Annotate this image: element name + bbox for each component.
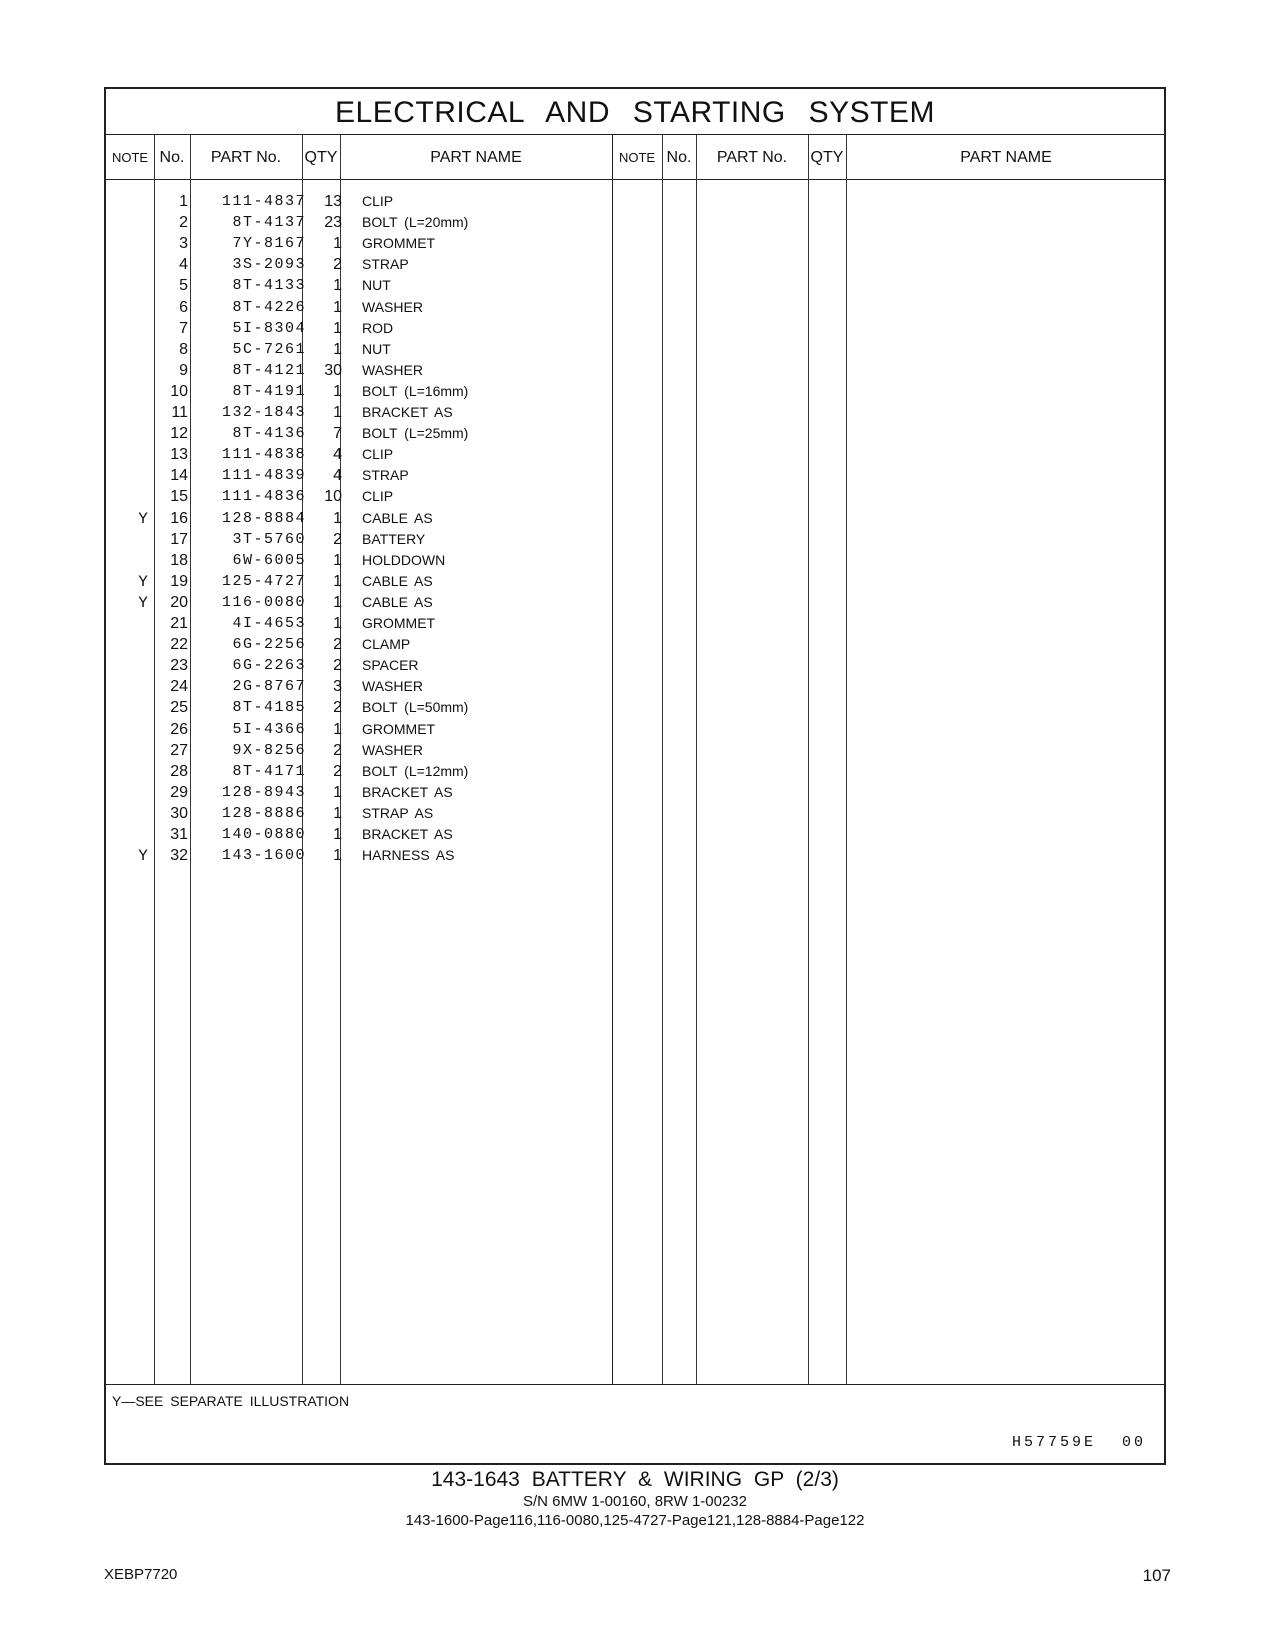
illustration-code: H57759E 00 (1011, 1434, 1146, 1451)
row-note (136, 550, 150, 572)
table-row (106, 782, 1164, 804)
row-part-number: 111-4838 (221, 446, 306, 464)
row-part-name: SPACER (362, 657, 419, 674)
row-quantity: 7 (333, 425, 342, 443)
row-part-number: 111-4837 (221, 193, 306, 210)
row-part-name: WASHER (362, 298, 423, 315)
row-part-number: 116-0080 (221, 593, 306, 611)
row-part-name: CLIP (362, 446, 394, 463)
row-number: 16 (170, 509, 188, 527)
row-number: 26 (170, 720, 188, 738)
header-no-right: No. (666, 149, 692, 166)
row-quantity: 1 (333, 847, 342, 865)
row-part-name: CLIP (362, 193, 394, 209)
row-part-number: 6W-6005 (232, 551, 306, 569)
row-quantity: 1 (333, 340, 342, 358)
table-row (106, 719, 1164, 741)
row-quantity: 1 (333, 319, 342, 337)
row-note (136, 782, 150, 804)
table-row (106, 824, 1164, 846)
row-part-number: 128-8943 (221, 783, 306, 801)
row-number: 20 (170, 593, 188, 611)
row-part-name: BRACKET AS (362, 404, 453, 420)
row-quantity: 1 (333, 615, 342, 632)
row-number: 12 (170, 425, 188, 443)
row-quantity: 1 (333, 593, 342, 611)
row-number: 25 (170, 699, 188, 717)
row-note (136, 360, 150, 382)
table-row (106, 275, 1164, 297)
row-number: 15 (170, 488, 188, 506)
row-part-name: WASHER (362, 678, 423, 695)
row-note: Y (138, 847, 148, 866)
row-part-name: BOLT (L=20mm) (362, 214, 469, 231)
row-quantity: 1 (333, 382, 342, 400)
table-row (106, 592, 1164, 614)
row-part-number: 8T-4226 (232, 298, 306, 316)
header-qty: QTY (304, 149, 338, 166)
row-quantity: 10 (324, 488, 342, 506)
header-note: NOTE (111, 150, 149, 165)
row-quantity: 13 (324, 193, 342, 210)
row-part-number: 111-4836 (221, 488, 306, 506)
row-part-number: 8T-4171 (232, 762, 306, 780)
table-row (106, 803, 1164, 825)
row-quantity: 1 (333, 720, 342, 738)
row-note (136, 803, 150, 825)
row-number: 9 (179, 361, 188, 379)
table-header (106, 135, 1164, 180)
row-part-number: 3S-2093 (232, 256, 306, 274)
row-part-number: 8T-4136 (232, 425, 306, 443)
header-part-no-right: PART No. (716, 149, 788, 166)
row-number: 4 (179, 256, 188, 274)
row-part-number: 5I-4366 (232, 720, 306, 738)
row-number: 23 (170, 657, 188, 675)
row-note (136, 529, 150, 551)
row-note (136, 465, 150, 487)
row-note (136, 212, 150, 234)
row-number: 30 (170, 804, 188, 822)
row-quantity: 1 (333, 572, 342, 590)
row-quantity: 4 (333, 446, 342, 464)
row-note (136, 423, 150, 445)
row-part-name: BOLT (L=50mm) (362, 699, 469, 716)
table-row (106, 360, 1164, 382)
row-number: 28 (170, 762, 188, 780)
row-number: 24 (170, 678, 188, 696)
row-part-number: 8T-4185 (232, 699, 306, 717)
page-number: 107 (1142, 1566, 1171, 1585)
table-row (106, 634, 1164, 656)
table-bottom-rule (106, 1384, 1164, 1385)
row-number: 14 (170, 467, 188, 485)
row-note (136, 634, 150, 656)
row-number: 7 (179, 319, 188, 337)
row-number: 31 (170, 826, 188, 843)
table-row (106, 339, 1164, 361)
row-part-name: BATTERY (362, 530, 426, 547)
row-quantity: 4 (333, 467, 342, 485)
row-number: 18 (170, 551, 188, 569)
row-note (136, 381, 150, 403)
row-part-number: 128-8884 (221, 509, 306, 527)
table-row (106, 845, 1164, 867)
row-number: 32 (170, 847, 188, 865)
table-row (106, 254, 1164, 276)
row-note (136, 402, 150, 424)
page-references: 143‑1600‑Page116,116‑0080,125‑4727‑Page121,128‑8884‑Page122 (405, 1512, 865, 1529)
row-part-name: CLIP (362, 488, 394, 505)
table-row (106, 444, 1164, 466)
document-id: XEBP7720 (104, 1566, 178, 1583)
row-part-name: STRAP (362, 256, 409, 273)
table-row (106, 529, 1164, 551)
row-part-name: BRACKET AS (362, 826, 453, 842)
row-part-number: 2G-8767 (232, 678, 306, 696)
row-number: 27 (170, 741, 188, 759)
row-quantity: 23 (324, 214, 342, 232)
row-quantity: 2 (333, 762, 342, 780)
table-row (106, 697, 1164, 719)
row-note (136, 444, 150, 466)
row-part-number: 3T-5760 (232, 530, 306, 548)
row-note: Y (138, 593, 148, 612)
header-no: No. (159, 149, 185, 166)
table-row (106, 676, 1164, 698)
row-part-number: 8T-4191 (232, 382, 306, 400)
row-quantity: 1 (333, 783, 342, 801)
row-note (136, 655, 150, 677)
row-note (136, 191, 150, 213)
row-quantity: 1 (333, 298, 342, 316)
header-note-right: NOTE (618, 150, 656, 165)
row-note (136, 339, 150, 361)
row-number: 1 (179, 193, 188, 210)
header-part-name: PART NAME (430, 149, 522, 166)
row-part-number: 9X-8256 (232, 741, 306, 759)
row-part-number: 5I-8304 (232, 319, 306, 337)
row-quantity: 2 (333, 741, 342, 759)
row-part-name: GROMMET (362, 615, 436, 631)
row-part-number: 125-4727 (221, 572, 306, 590)
section-title: ELECTRICAL AND STARTING SYSTEM (106, 89, 1164, 135)
header-part-no: PART No. (210, 149, 282, 166)
header-part-name-right: PART NAME (960, 149, 1052, 166)
row-quantity: 1 (333, 277, 342, 295)
row-part-number: 7Y-8167 (232, 235, 306, 253)
row-number: 8 (179, 340, 188, 358)
table-row (106, 740, 1164, 762)
table-row (106, 423, 1164, 445)
row-quantity: 1 (333, 235, 342, 253)
row-quantity: 2 (333, 657, 342, 675)
row-part-name: ROD (362, 319, 394, 336)
row-number: 29 (170, 783, 188, 801)
parts-table (104, 87, 1166, 1465)
row-quantity: 2 (333, 256, 342, 274)
table-row (106, 402, 1164, 424)
row-part-name: GROMMET (362, 720, 436, 737)
row-number: 2 (179, 214, 188, 232)
table-row (106, 761, 1164, 783)
row-number: 22 (170, 636, 188, 654)
row-note (136, 275, 150, 297)
serial-numbers: S/N 6MW 1‑00160, 8RW 1‑00232 (523, 1493, 747, 1510)
table-row (106, 508, 1164, 530)
row-part-name: BOLT (L=12mm) (362, 762, 469, 779)
row-note (136, 233, 150, 255)
row-note (136, 613, 150, 635)
row-part-number: 6G-2256 (232, 636, 306, 654)
row-part-name: WASHER (362, 361, 423, 378)
row-note (136, 761, 150, 783)
row-number: 5 (179, 277, 188, 295)
row-part-name: BRACKET AS (362, 783, 453, 800)
row-part-number: 143-1600 (221, 847, 306, 865)
row-part-number: 111-4839 (221, 467, 306, 485)
table-row (106, 318, 1164, 340)
table-row (106, 486, 1164, 508)
row-part-name: STRAP (362, 467, 409, 484)
row-part-name: NUT (362, 277, 391, 294)
row-number: 3 (179, 235, 188, 253)
row-part-name: CABLE AS (362, 509, 433, 526)
row-note (136, 676, 150, 698)
row-note (136, 719, 150, 741)
row-note (136, 254, 150, 276)
row-note: Y (138, 509, 148, 528)
row-quantity: 3 (333, 678, 342, 696)
row-part-name: CLAMP (362, 636, 411, 653)
footnote: Y—SEE SEPARATE ILLUSTRATION (112, 1393, 350, 1409)
row-part-number: 5C-7261 (232, 340, 306, 358)
row-part-number: 140-0880 (221, 826, 306, 843)
table-row (106, 655, 1164, 677)
table-row (106, 465, 1164, 487)
row-part-name: GROMMET (362, 235, 436, 252)
table-row (106, 212, 1164, 234)
row-part-name: HOLDDOWN (362, 551, 446, 568)
row-part-number: 128-8886 (221, 804, 306, 822)
row-number: 21 (170, 615, 188, 632)
table-row (106, 381, 1164, 403)
row-note (136, 486, 150, 508)
row-part-number: 132-1843 (221, 404, 306, 421)
row-part-name: BOLT (L=25mm) (362, 425, 469, 442)
row-part-number: 8T-4133 (232, 277, 306, 295)
row-note (136, 318, 150, 340)
row-part-number: 4I-4653 (232, 615, 306, 632)
row-part-name: HARNESS AS (362, 847, 455, 864)
row-note (136, 740, 150, 762)
group-title: 143‑1643 BATTERY & WIRING GP (2/3) (431, 1468, 839, 1491)
row-part-name: CABLE AS (362, 572, 433, 589)
row-note (136, 824, 150, 846)
row-note: Y (138, 572, 148, 591)
header-qty-right: QTY (810, 149, 844, 166)
table-row (106, 297, 1164, 319)
row-quantity: 1 (333, 804, 342, 822)
table-row (106, 613, 1164, 635)
row-part-name: STRAP AS (362, 804, 434, 821)
table-row (106, 233, 1164, 255)
table-row (106, 571, 1164, 593)
row-part-number: 8T-4121 (232, 361, 306, 379)
row-quantity: 30 (324, 361, 342, 379)
row-part-name: WASHER (362, 741, 423, 758)
row-number: 6 (179, 298, 188, 316)
row-quantity: 1 (333, 551, 342, 569)
row-quantity: 2 (333, 530, 342, 548)
row-part-name: BOLT (L=16mm) (362, 382, 469, 399)
row-quantity: 2 (333, 699, 342, 717)
row-part-name: NUT (362, 340, 391, 357)
table-row (106, 191, 1164, 213)
row-quantity: 1 (333, 404, 342, 421)
row-note (136, 697, 150, 719)
row-note (136, 297, 150, 319)
row-quantity: 1 (333, 509, 342, 527)
row-quantity: 1 (333, 826, 342, 843)
row-quantity: 2 (333, 636, 342, 654)
row-number: 19 (170, 572, 188, 590)
row-number: 17 (170, 530, 188, 548)
row-number: 10 (170, 382, 188, 400)
row-part-name: CABLE AS (362, 593, 433, 610)
row-number: 13 (170, 446, 188, 464)
row-part-number: 6G-2263 (232, 657, 306, 675)
row-part-number: 8T-4137 (232, 214, 306, 232)
row-number: 11 (171, 404, 188, 421)
table-row (106, 550, 1164, 572)
